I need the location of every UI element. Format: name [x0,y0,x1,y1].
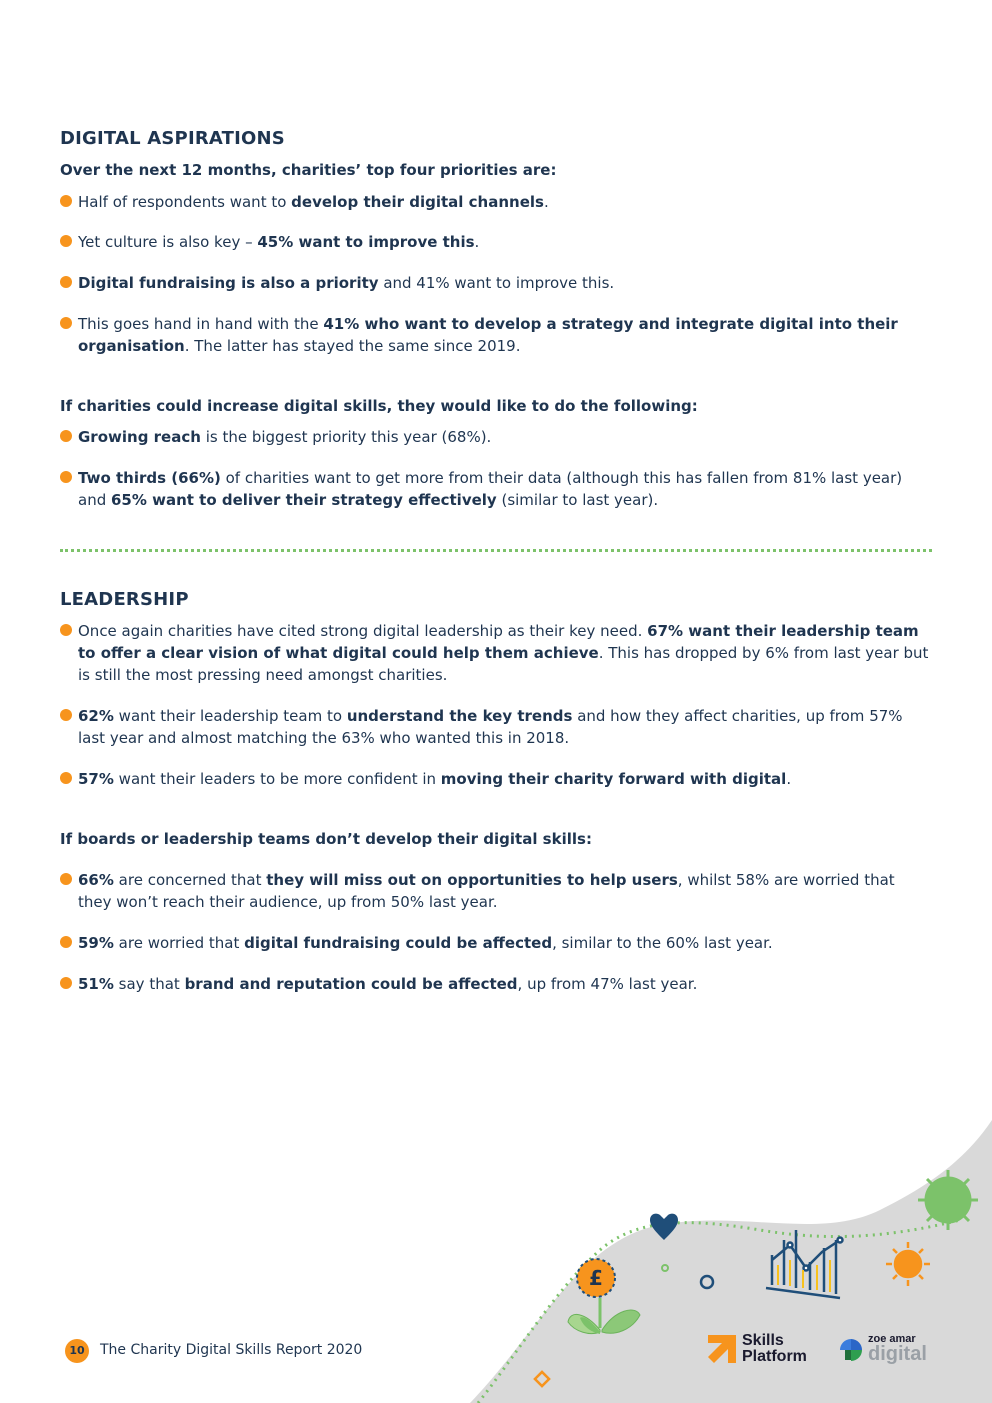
body-text: Yet culture is also key – [78,233,258,251]
bullet-dot-icon [60,709,72,721]
bold-text: 45% want to improve this [257,233,475,251]
list-item [60,191,930,213]
bullet-dot-icon [60,471,72,483]
body-text: are concerned that [113,871,267,889]
bold-text: 51% [78,975,114,993]
bullet-dot-icon [60,977,72,989]
logo-text-line: Platform [742,1348,807,1365]
bullet-dot-icon [60,772,72,784]
bold-text: 67% want their leadership team to offer a clear vision of what digital could help them achieve [78,622,919,662]
list-item [60,313,930,357]
bullet-dot-icon [60,936,72,948]
body-text: . [786,770,792,788]
bullet-dot-icon [60,624,72,636]
skills-platform-arrow-icon [706,1333,740,1367]
zoe-amar-mark-icon [836,1335,866,1365]
body-text: Once again charities have cited strong digital leadership as their key need. [78,622,648,640]
body-text: say that [113,975,185,993]
digital-text: digital [868,1343,927,1365]
list-item [60,932,930,954]
report-title: The Charity Digital Skills Report 2020 [100,1342,363,1358]
bold-text: 59% [78,934,114,952]
list-item [60,620,930,686]
section-title-leadership: LEADERSHIP [60,589,189,610]
body-text: This goes hand in hand with the [78,315,324,333]
bullet-dot-icon [60,276,72,288]
body-text: are worried that [113,934,245,952]
logo-text-line: Skills [742,1332,784,1349]
pound-coin-icon [577,1259,615,1297]
body-text: and how they affect charities, up from 57% last year and almost matching the 63% who wanted this in 2018. [78,707,903,747]
body-text: of charities want to get more from their data (although this has fallen from 81% last year) and [78,469,903,509]
list-item [60,272,930,294]
bold-text: 65% want to deliver their strategy effectively [111,491,497,509]
bold-text: understand the key trends [346,707,573,725]
body-text: , whilst 58% are worried that they won’t reach their audience, up from 50% last year. [78,871,895,911]
bold-text: 57% [78,770,114,788]
section-title-digital-aspirations: DIGITAL ASPIRATIONS [60,128,285,149]
zoe-amar-text: zoe amar [868,1333,916,1345]
list-item [60,705,930,749]
leadership-concerns-intro: If boards or leadership teams don’t develop their digital skills: [60,830,592,848]
bold-text: Growing reach [78,428,201,446]
body-text: Half of respondents want to [78,193,292,211]
body-text: want their leadership team to [113,707,347,725]
list-item [60,467,930,511]
bold-text: 41% who want to develop a strategy and integrate digital into their organisation [78,315,898,355]
body-text: is the biggest priority this year (68%). [200,428,492,446]
skills-intro: If charities could increase digital skills, they would like to do the following: [60,397,698,415]
bold-text: Two thirds (66%) [78,469,221,487]
body-text: . This has dropped by 6% from last year but is still the most pressing need amongst charities. [78,644,929,684]
skills-platform-logo [706,1333,821,1367]
svg-text:£: £ [589,1266,603,1290]
bold-text: 66% [78,871,114,889]
body-text: . [543,193,549,211]
body-text: (similar to last year). [496,491,659,509]
body-text: and 41% want to improve this. [378,274,615,292]
list-item [60,426,930,448]
bold-text: brand and reputation could be affected [184,975,518,993]
section-divider [60,549,932,552]
list-item [60,768,930,790]
bullet-dot-icon [60,235,72,247]
bullet-dot-icon [60,430,72,442]
bold-text: develop their digital channels [291,193,544,211]
bullet-dot-icon [60,195,72,207]
body-text: , up from 47% last year. [517,975,698,993]
body-text: , similar to the 60% last year. [552,934,773,952]
body-text: want their leaders to be more confident in [113,770,441,788]
skills-platform-text [742,1333,807,1365]
bold-text: digital fundraising could be affected [244,934,553,952]
list-item [60,231,930,253]
body-text: . [474,233,480,251]
bold-text: 62% [78,707,114,725]
bold-text: Digital fundraising is also a priority [78,274,379,292]
bold-text: moving their charity forward with digital [440,770,787,788]
bold-text: they will miss out on opportunities to help users [266,871,678,889]
page-number: 10 [65,1339,89,1363]
virus-icon [918,1170,978,1230]
body-text: . The latter has stayed the same since 2019. [184,337,521,355]
zoe-amar-digital-logo [836,1333,936,1367]
bullet-dot-icon [60,317,72,329]
list-item [60,973,930,995]
list-item [60,869,930,913]
priorities-intro: Over the next 12 months, charities’ top four priorities are: [60,161,557,179]
bullet-dot-icon [60,873,72,885]
